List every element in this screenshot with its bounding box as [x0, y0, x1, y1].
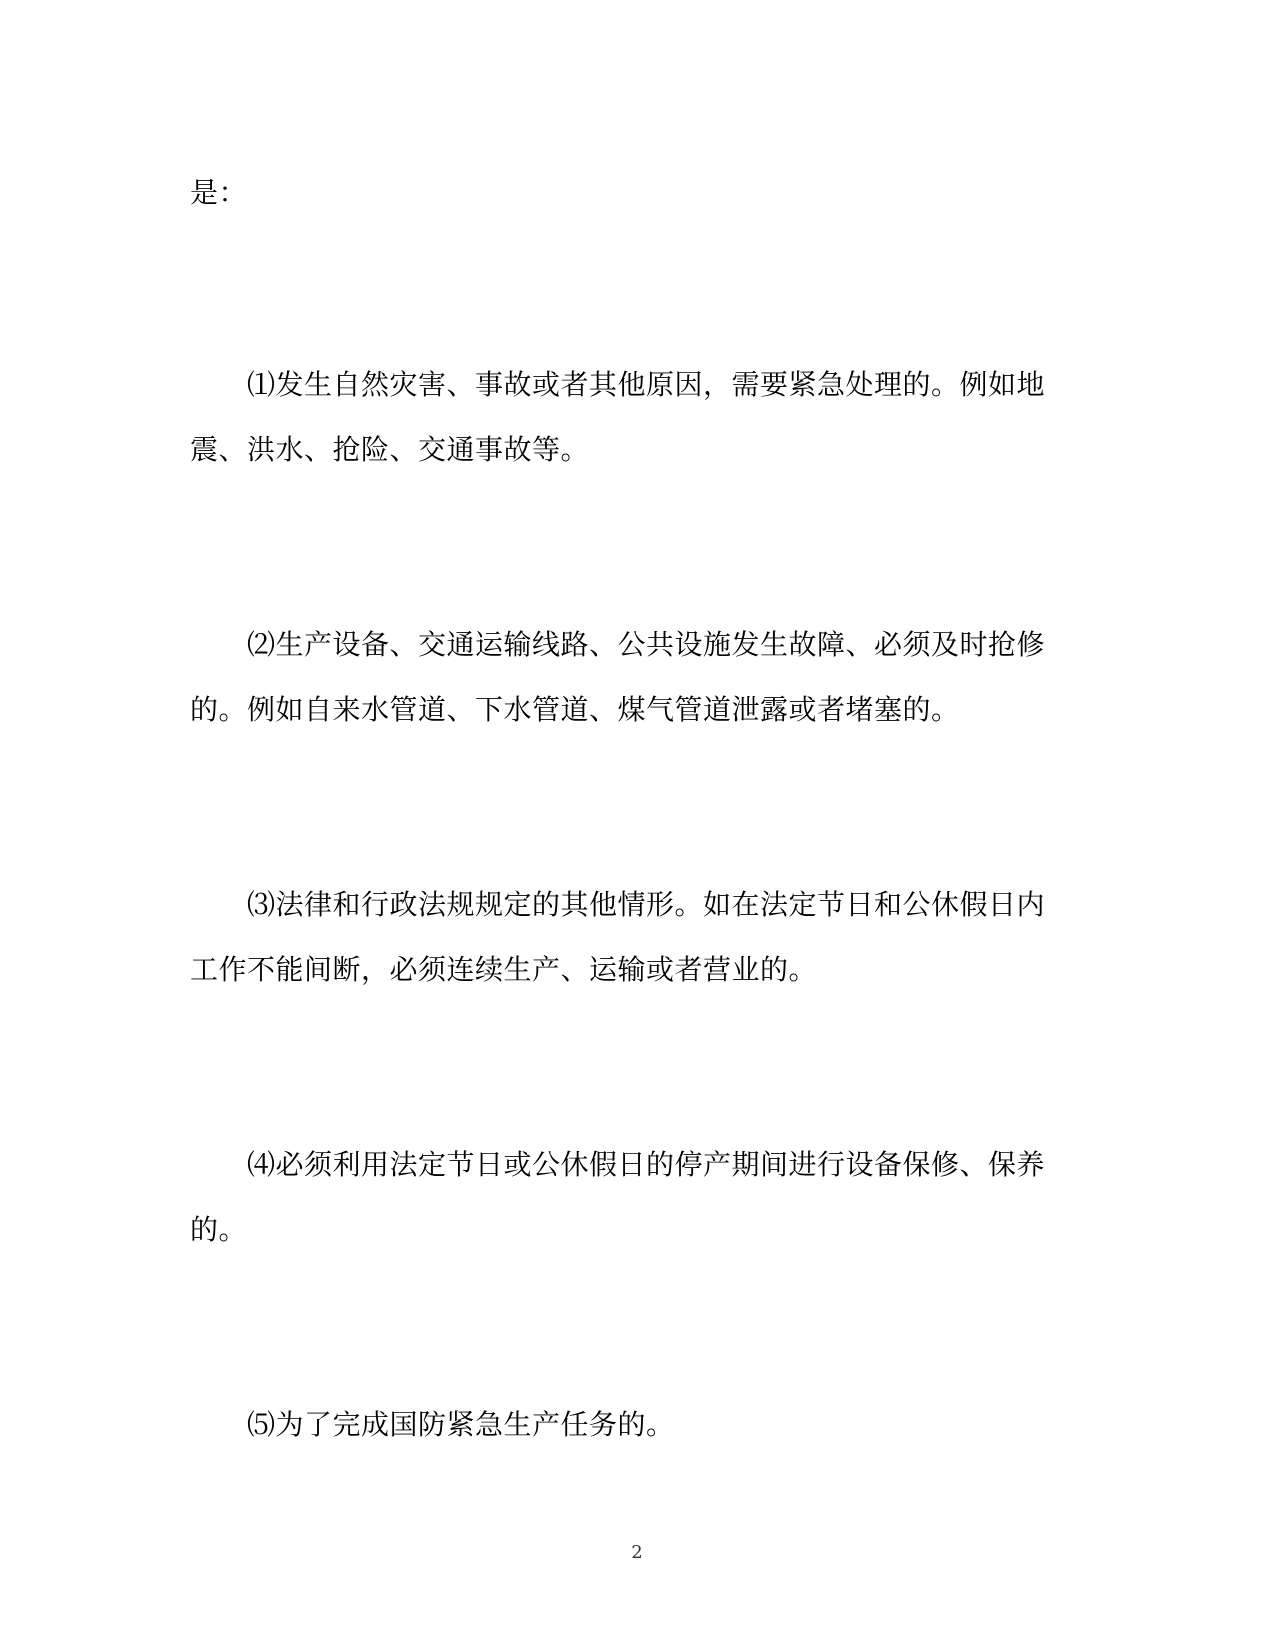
list-item-3-line-2: 工作不能间断，必须连续生产、运输或者营业的。	[190, 953, 818, 986]
list-item-1	[190, 352, 1082, 482]
intro-line: 是：	[190, 176, 248, 209]
list-item-1-line-2: 震、洪水、抢险、交通事故等。	[190, 433, 590, 466]
intro-paragraph	[190, 160, 1082, 225]
list-item-2-line-1: ⑵生产设备、交通运输线路、公共设施发生故障、必须及时抢修	[247, 628, 1046, 661]
list-item-2-line-2: 的。例如自来水管道、下水管道、煤气管道泄露或者堵塞的。	[190, 693, 960, 726]
list-item-3	[190, 872, 1082, 1002]
list-item-5	[190, 1392, 1082, 1457]
list-item-4-line-1: ⑷必须利用法定节日或公休假日的停产期间进行设备保修、保养	[247, 1148, 1046, 1181]
list-item-2	[190, 612, 1082, 742]
list-item-5-line-1: ⑸为了完成国防紧急生产任务的。	[247, 1408, 675, 1441]
list-item-1-line-1: ⑴发生自然灾害、事故或者其他原因，需要紧急处理的。例如地	[247, 368, 1046, 401]
list-item-4	[190, 1132, 1082, 1262]
page-number: 2	[631, 1542, 643, 1563]
list-item-3-line-1: ⑶法律和行政法规规定的其他情形。如在法定节日和公休假日内	[247, 888, 1046, 921]
list-item-4-line-2: 的。	[190, 1213, 248, 1246]
